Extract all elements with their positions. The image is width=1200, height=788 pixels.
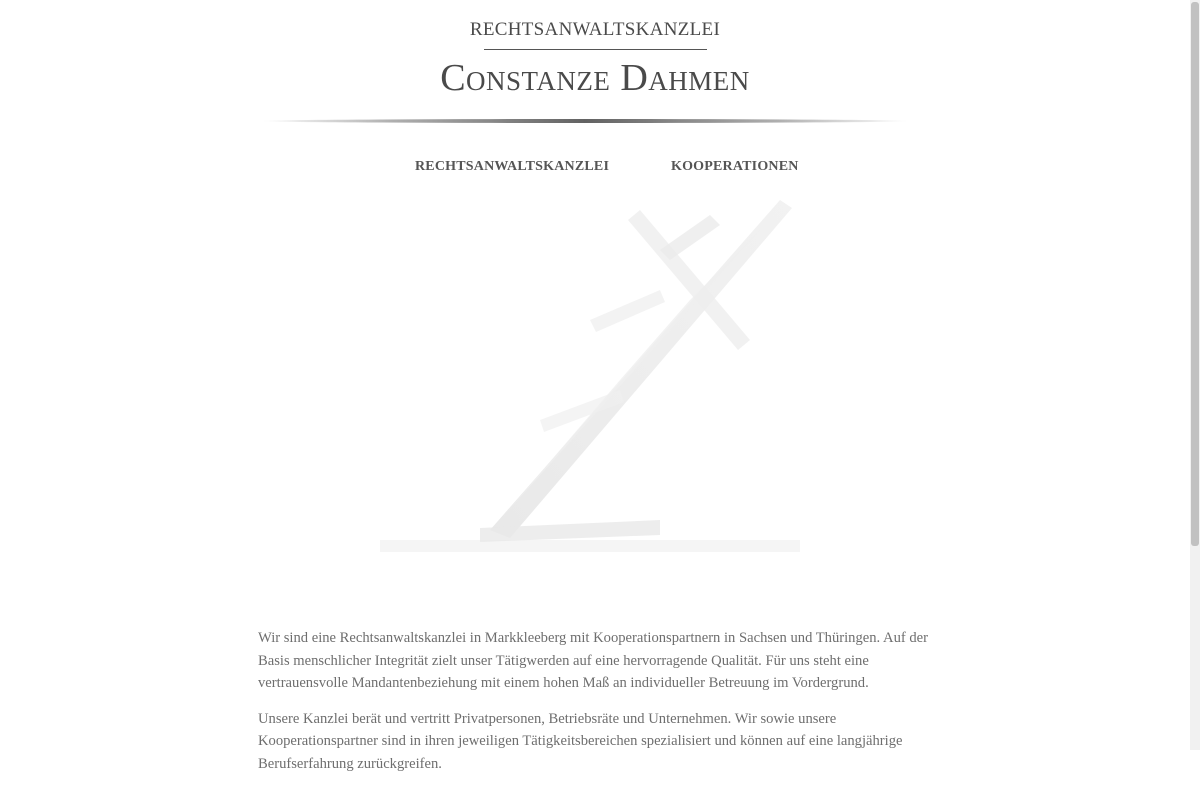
logo-divider [484, 49, 707, 50]
header-rule [262, 119, 908, 123]
logo-title: Constanze Dahmen [440, 57, 750, 99]
vertical-scrollbar[interactable] [1190, 0, 1200, 750]
services-paragraph: Unsere Kanzlei berät und vertritt Privatpersonen, Betriebsräte und Unternehmen. Wir sowie unsere Kooperationspartner sind in ihren jeweiligen Tätigkeitsbereichen spezialisiert und können auf eine langjährige Berufserfahrung zurückgreifen. [258, 710, 903, 772]
main-content [258, 627, 948, 788]
logo-subtitle: RECHTSANWALTSKANZLEI [469, 19, 721, 40]
main-nav [0, 159, 1190, 179]
intro-paragraph: Wir sind eine Rechtsanwaltskanzlei in Markkleeberg mit Kooperationspartnern in Sachsen und Thüringen. Auf der Basis menschlicher Integrität zielt unser Tätigwerden auf eine hervorragende Qualität. Für uns steht eine vertrauensvolle Mandantenbeziehung mit einem hohen Maß an individueller Betreuung im Vordergrund. [258, 630, 929, 691]
nav-item-rechtsanwaltskanzlei[interactable]: RECHTSANWALTSKANZLEI [415, 159, 610, 174]
quill-watermark-icon [360, 190, 840, 570]
nav-item-kooperationen[interactable]: KOOPERATIONEN [671, 159, 799, 174]
site-logo[interactable] [0, 0, 1190, 130]
scrollbar-thumb[interactable] [1191, 2, 1199, 546]
